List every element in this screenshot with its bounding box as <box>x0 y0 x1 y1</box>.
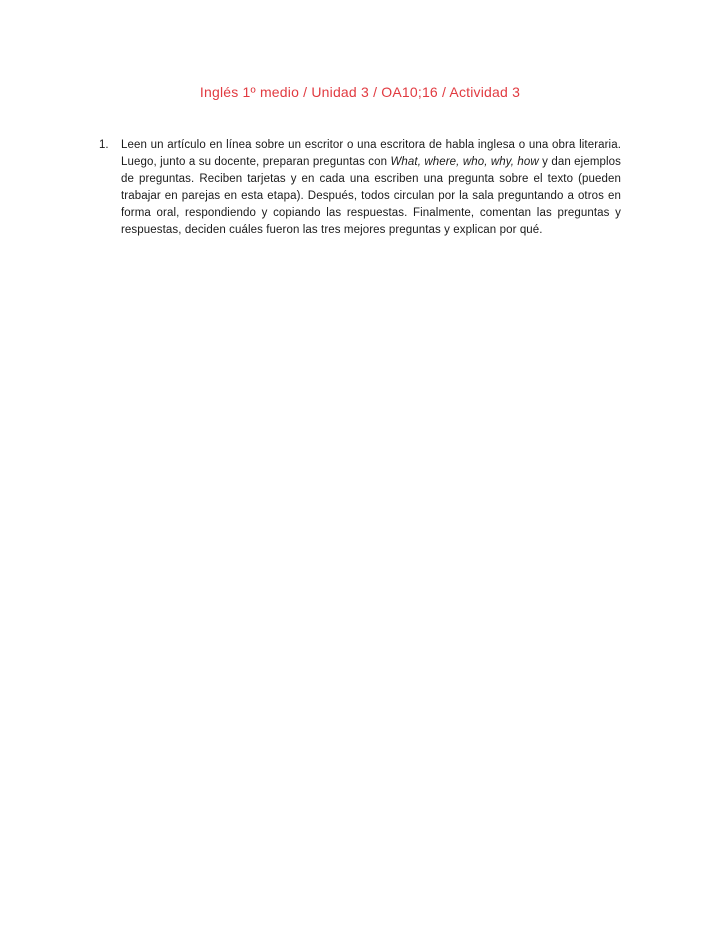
activity-text-italic-phrase: What, where, who, why, how <box>390 156 539 168</box>
document-title: Inglés 1º medio / Unidad 3 / OA10;16 / Actividad 3 <box>199 84 521 100</box>
activity-text-part1: Leen un artículo en línea sobre un escritor o una escritora de habla inglesa o una obra literaria. Luego, junto a su docente, preparan preguntas con <box>121 139 621 168</box>
activity-item <box>99 137 720 239</box>
activity-text-part2: y dan ejemplos de preguntas. Reciben tarjetas y en cada una escriben una pregunta sobre el texto (pueden trabajar en parejas en esta etapa). Después, todos circulan por la sala preguntando a otros en forma oral, respondiendo y copiando las respuestas. Finalmente, comentan las preguntas y respuestas, deciden cuáles fueron las tres mejores preguntas y explican por qué. <box>121 156 621 236</box>
activity-text <box>121 137 621 239</box>
activity-number: 1. <box>99 139 109 151</box>
activity-list <box>0 137 720 239</box>
